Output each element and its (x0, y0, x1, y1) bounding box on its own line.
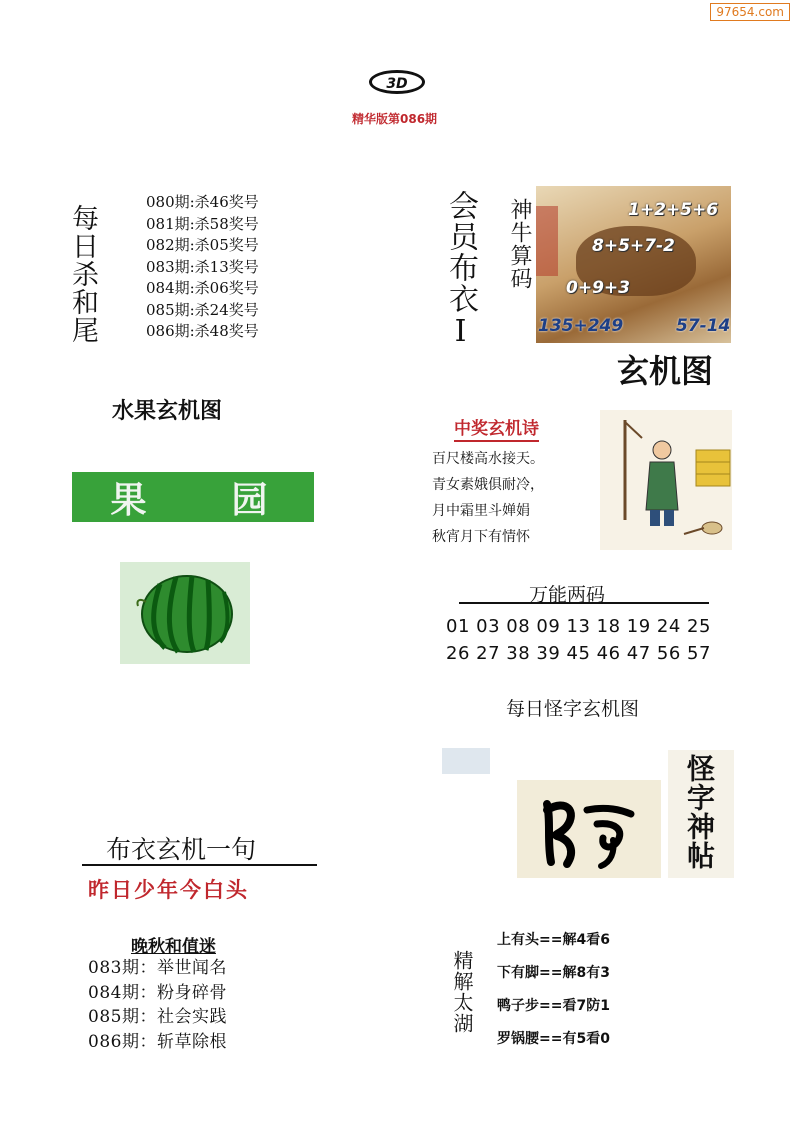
site-watermark: 97654.com (710, 3, 790, 21)
shentie-panel (668, 750, 734, 878)
wanneng-divider (459, 602, 709, 604)
taihu-hint: 罗锅腰==有5看0 (497, 1031, 610, 1047)
buyi-title: 布衣玄机一句 (106, 835, 257, 864)
riddle-line: 085期：社会实践 (88, 1007, 227, 1027)
wanneng-row: 26 27 38 39 45 46 47 56 57 (446, 643, 711, 664)
riddle-line: 086期：斩草除根 (88, 1031, 227, 1052)
poem-line: 百尺楼高水接天。 (432, 451, 544, 467)
shentie-title: 怪字神帖 (683, 754, 716, 870)
taihu-hint: 鸭子步==看7防1 (497, 998, 610, 1014)
orchard-banner (72, 472, 314, 522)
bull-equation: 8+5+7-2 (592, 236, 675, 256)
strange-character-picture (517, 780, 661, 878)
taihu-title: 精解太湖 (450, 950, 474, 1034)
bull-picture (536, 186, 731, 343)
member-title: 会员布衣Ⅰ (443, 190, 478, 350)
bull-equation: 0+9+3 (566, 278, 630, 298)
riddle-line: 084期：粉身碎骨 (88, 982, 227, 1003)
banner-char: 园 (231, 479, 276, 521)
riddle-title: 晚秋和值迷 (131, 937, 216, 957)
banner-char: 果 (110, 479, 155, 521)
kill-tail-entry: 082期:杀05奖号 (146, 236, 259, 254)
lottery-logo: 3D (369, 70, 425, 94)
kill-tail-list (146, 192, 259, 343)
xuanji-caption: 玄机图 (617, 352, 714, 390)
kill-tail-entry: 086期:杀48奖号 (146, 322, 259, 340)
watermelon-picture (120, 562, 250, 664)
bull-right-number: 57-14 (676, 316, 731, 336)
bull-left-number: 135+249 (538, 316, 624, 336)
taihu-hint: 上有头==解4看6 (497, 932, 610, 948)
seal-stamp (536, 206, 558, 276)
boy-at-well-icon (600, 410, 732, 550)
small-strip-image (442, 748, 490, 774)
issue-title: 精华版第086期 (352, 112, 438, 126)
poem-line: 月中霜里斗婵娟 (432, 503, 530, 519)
riddle-list (88, 956, 227, 1054)
poem-title: 中奖玄机诗 (454, 414, 539, 442)
taihu-hints (497, 924, 610, 1056)
kill-tail-entry: 081期:杀58奖号 (146, 214, 259, 233)
wanneng-title: 万能两码 (529, 584, 606, 606)
kill-tail-entry: 084期:杀06奖号 (146, 279, 259, 297)
kill-tail-entry: 085期:杀24奖号 (146, 300, 259, 319)
poem-line: 秋宵月下有情怀 (432, 529, 530, 545)
daily-char-title: 每日怪字玄机图 (506, 698, 640, 720)
buyi-sentence: 昨日少年今白头 (88, 878, 249, 902)
poem-illustration (600, 410, 732, 550)
wanneng-row: 01 03 08 09 13 18 19 24 25 (446, 616, 711, 637)
kill-tail-entry: 083期:杀13奖号 (146, 257, 259, 276)
fruit-title: 水果玄机图 (112, 399, 223, 424)
watermelon-icon (120, 562, 250, 664)
poem-line: 青女素娥俱耐冷， (432, 477, 544, 493)
riddle-line: 083期：举世闻名 (88, 958, 227, 978)
brush-character-icon (517, 780, 661, 878)
bull-code-title: 神牛算码 (507, 198, 532, 290)
bull-equation: 1+2+5+6 (628, 200, 719, 220)
buyi-divider (82, 864, 317, 866)
poem-text (432, 446, 544, 550)
kill-tail-entry: 080期:杀46奖号 (146, 193, 259, 211)
taihu-hint: 下有脚==解8有3 (497, 965, 610, 981)
kill-tail-title: 每日杀和尾 (67, 204, 98, 344)
